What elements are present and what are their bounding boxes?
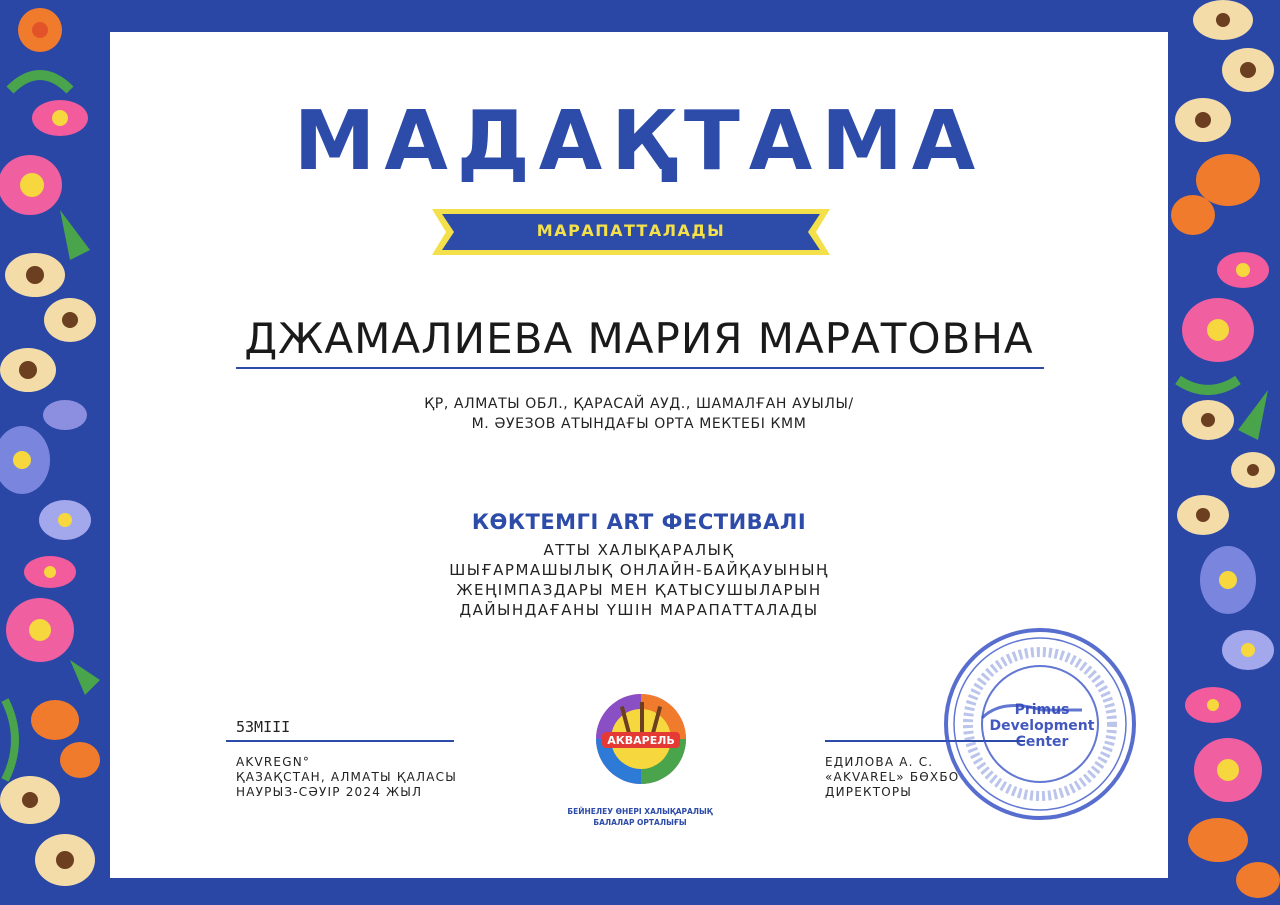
registration-line: ҚАЗАҚСТАН, АЛМАТЫ ҚАЛАСЫ <box>236 770 457 784</box>
registration-info <box>236 755 457 800</box>
certificate-title: МАДАҚТАМА <box>293 94 985 189</box>
akvarel-logo <box>594 692 688 786</box>
description-line: АТТЫ ХАЛЫҚАРАЛЫҚ <box>543 541 735 559</box>
certificate-paper <box>110 32 1168 878</box>
registration-number: 53MIII <box>236 718 291 736</box>
stamp-text: Center <box>1015 734 1069 750</box>
ribbon-label: МАРАПАТТАЛАДЫ <box>536 221 726 240</box>
description-line: ДАЙЫНДАҒАНЫ ҮШІН МАРАПАТТАЛАДЫ <box>459 601 819 619</box>
description-line: ШЫҒАРМАШЫЛЫҚ ОНЛАЙН-БАЙҚАУЫНЫҢ <box>449 561 829 579</box>
registration-line: НАУРЫЗ-СӘУІР 2024 ЖЫЛ <box>236 785 423 799</box>
logo-caption <box>530 806 750 828</box>
stamp-text: Development <box>989 718 1095 734</box>
logo-text: АКВАРЕЛЬ <box>607 734 675 747</box>
director-line: ДИРЕКТОРЫ <box>825 785 913 799</box>
director-info <box>825 755 959 800</box>
festival-title: КӨКТЕМГІ ART ФЕСТИВАЛІ <box>471 510 807 534</box>
school-line: ҚР, АЛМАТЫ ОБЛ., ҚАРАСАЙ АУД., ШАМАЛҒАН АУЫЛЫ/ <box>424 396 854 412</box>
floral-border-right <box>1168 0 1280 905</box>
floral-border-left <box>0 0 110 905</box>
award-ribbon <box>432 207 830 257</box>
director-line: «AKVAREL» БӨХБО <box>825 770 960 784</box>
official-stamp <box>942 626 1138 822</box>
school-info <box>110 394 1168 434</box>
registration-line: AKVREGN° <box>236 755 311 769</box>
name-underline <box>236 367 1044 369</box>
signature-line-left <box>226 740 454 742</box>
school-line: М. ӘУЕЗОВ АТЫНДАҒЫ ОРТА МЕКТЕБІ КММ <box>471 416 807 432</box>
award-description <box>110 540 1168 620</box>
logo-caption-line: БЕЙНЕЛЕУ ӨНЕРІ ХАЛЫҚАРАЛЫҚ <box>567 807 713 816</box>
director-line: ЕДИЛОВА А. С. <box>825 755 934 769</box>
description-line: ЖЕҢІМПАЗДАРЫ МЕН ҚАТЫСУШЫЛАРЫН <box>456 581 822 599</box>
recipient-name: ДЖАМАЛИЕВА МАРИЯ МАРАТОВНА <box>244 314 1034 363</box>
stamp-text: Primus <box>1014 702 1070 718</box>
logo-caption-line: БАЛАЛАР ОРТАЛЫҒЫ <box>593 818 687 827</box>
